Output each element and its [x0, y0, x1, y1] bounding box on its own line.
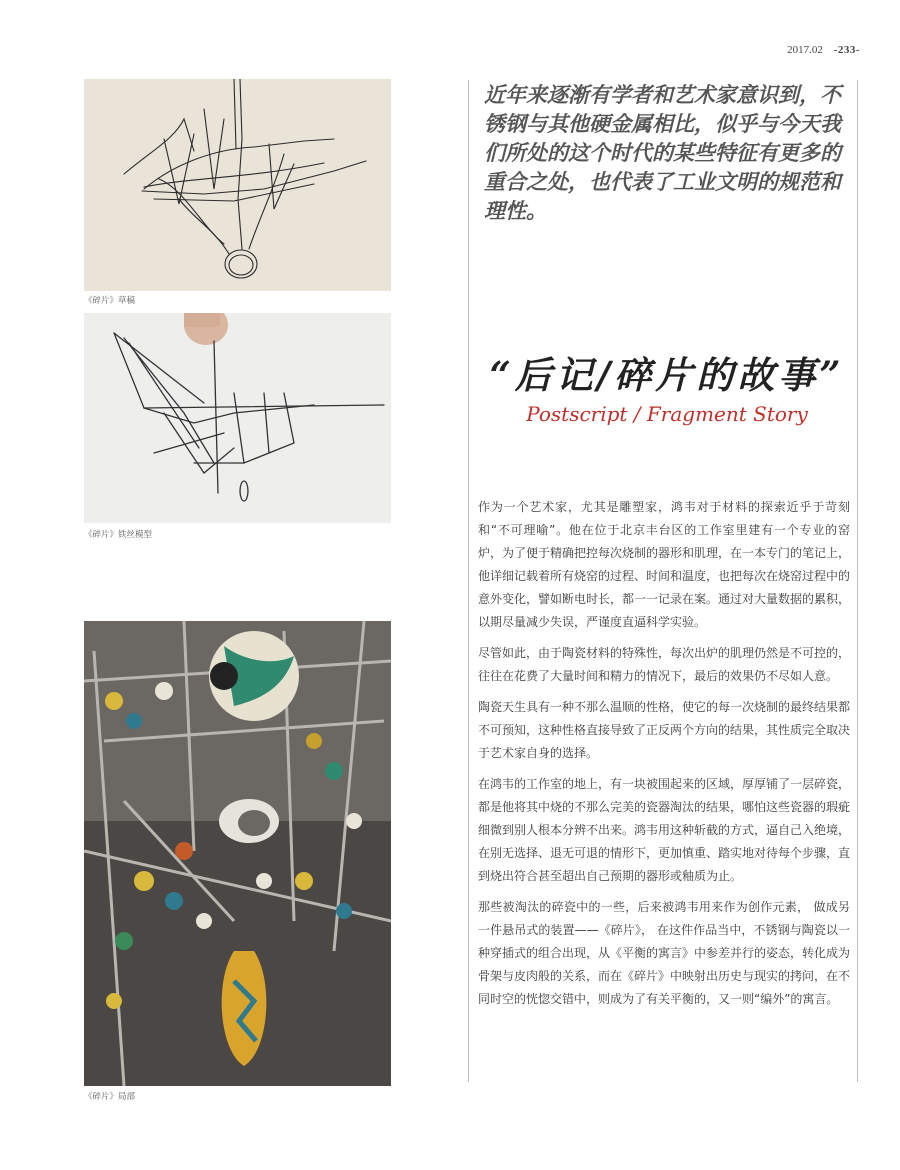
column-divider-left [468, 80, 469, 1082]
caption-sketch: 《碎片》草稿 [84, 296, 136, 306]
article-body [478, 496, 850, 1019]
page-number: -233- [833, 44, 860, 56]
paragraph: 那些被淘汰的碎瓷中的一些，后来被鸿韦用来作为创作元素， 做成另一件悬吊式的装置——《碎片》， 在这件作品当中，不锈钢与陶瓷以一种穿插式的组合出现，从《平衡的寓言》中参差并行的姿态，转化成为骨架与皮肉般的关系，而在《碎片》中映射出历史与现实的拷问，在不同时空的恍惚交错中，则成为了有关平衡的，又一则“编外”的寓言。 [478, 900, 851, 1006]
paragraph: 在鸿韦的工作室的地上，有一块被围起来的区域，厚厚铺了一层碎瓷，都是他将其中烧的不那么完美的瓷器淘汰的结果，哪怕这些瓷器的瑕疵细微到别人根本分辨不出来。鸿韦用这种斩截的方式，逼自己入绝境，在别无选择、退无可退的情形下，更加慎重、踏实地对待每个步骤，直到烧出符合甚至超出自己预期的器形或釉质为止。 [478, 777, 851, 883]
paragraph: 陶瓷天生具有一种不那么温顺的性格，使它的每一次烧制的最终结果都不可预知，这种性格直接导致了正反两个方向的结果，其性质完全取决于艺术家自身的选择。 [478, 700, 851, 760]
pull-quote: 近年来逐渐有学者和艺术家意识到，不锈钢与其他硬金属相比，似乎与今天我们所处的这个时代的某些特征有更多的重合之处，也代表了工业文明的规范和理性。 [484, 82, 841, 223]
page-header [787, 44, 860, 56]
wire-model-photo [84, 313, 391, 523]
section-title-chinese: “后记/碎片的故事” [489, 353, 845, 397]
paragraph: 尽管如此，由于陶瓷材料的特殊性，每次出炉的肌理仍然是不可控的，往往在花费了大量时间和精力的情况下，最后的效果仍不尽如人意。 [478, 646, 851, 683]
sketch-photo [84, 79, 391, 291]
caption-wire-model: 《碎片》铁丝模型 [84, 530, 153, 540]
issue-date: 2017.02 [787, 44, 823, 56]
column-divider-right [857, 80, 858, 1082]
paragraph: 作为一个艺术家，尤其是雕塑家，鸿韦对于材料的探索近乎于苛刻和“不可理喻”。他在位于北京丰台区的工作室里建有一个专业的窑炉，为了便于精确把控每次烧制的器形和肌理，在一本专门的笔记上，他详细记载着所有烧窑的过程、时间和温度，也把每次在烧窑过程中的意外变化，譬如断电时长，都一一记录在案。通过对大量数据的累积，以期尽量减少失误，严谨度直逼科学实验。 [478, 500, 851, 629]
installation-detail-photo [84, 621, 391, 1086]
caption-detail: 《碎片》局部 [84, 1092, 136, 1102]
section-title-english: Postscript / Fragment Story [526, 402, 808, 426]
